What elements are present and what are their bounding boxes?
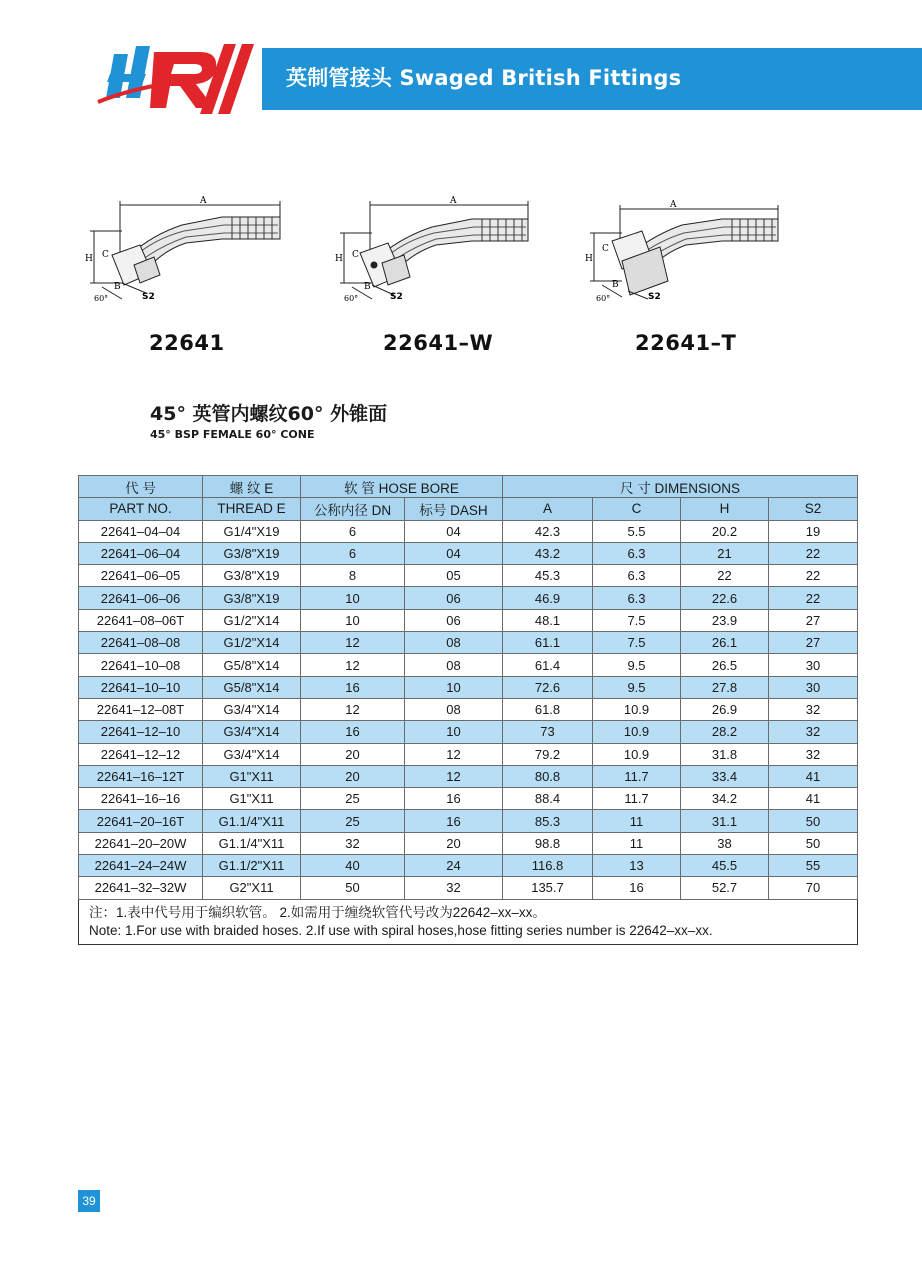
table-cell: 20 (301, 743, 405, 765)
table-cell: 22 (681, 565, 769, 587)
table-cell: 22641–12–12 (79, 743, 203, 765)
dim-h-label: H (585, 254, 593, 264)
table-cell: 22641–10–10 (79, 676, 203, 698)
table-cell: G5/8"X14 (203, 654, 301, 676)
table-cell: 9.5 (593, 676, 681, 698)
table-cell: G2"X11 (203, 877, 301, 899)
table-cell: 06 (405, 587, 503, 609)
header-s2: S2 (769, 498, 858, 520)
table-cell: 04 (405, 542, 503, 564)
table-row (79, 832, 858, 854)
fitting-diagram-22641 (82, 195, 282, 305)
table-cell: 22641–04–04 (79, 520, 203, 542)
table-cell: 16 (405, 810, 503, 832)
table-cell: 70 (769, 877, 858, 899)
table-row (79, 698, 858, 720)
table-notes (79, 899, 858, 944)
table-cell: 50 (769, 832, 858, 854)
table-row (79, 788, 858, 810)
table-cell: 21 (681, 542, 769, 564)
dim-angle-label: 60° (344, 294, 359, 303)
table-cell: 22641–16–16 (79, 788, 203, 810)
table-cell: 135.7 (503, 877, 593, 899)
table-cell: 34.2 (681, 788, 769, 810)
table-cell: 22 (769, 542, 858, 564)
table-cell: 32 (769, 721, 858, 743)
table-cell: 10.9 (593, 698, 681, 720)
table-cell: 41 (769, 765, 858, 787)
dim-c-label: C (102, 250, 109, 260)
table-row (79, 654, 858, 676)
header-code-cn: 代 号 (79, 476, 203, 498)
dim-c-label: C (602, 244, 609, 254)
specification-table (78, 475, 858, 945)
table-cell: 08 (405, 698, 503, 720)
table-cell: 31.8 (681, 743, 769, 765)
dim-b-label: B (364, 282, 371, 292)
table-cell: 6.3 (593, 542, 681, 564)
table-cell: 50 (769, 810, 858, 832)
table-cell: 32 (301, 832, 405, 854)
table-cell: 80.8 (503, 765, 593, 787)
table-cell: 6.3 (593, 565, 681, 587)
table-cell: 16 (405, 788, 503, 810)
table-row (79, 810, 858, 832)
table-cell: G3/4"X14 (203, 721, 301, 743)
table-cell: 79.2 (503, 743, 593, 765)
table-cell: 20.2 (681, 520, 769, 542)
section-title-cn: 45° 英管内螺纹60° 外锥面 (150, 403, 388, 425)
header-thread-cn: 螺 纹 E (203, 476, 301, 498)
table-cell: 10 (301, 609, 405, 631)
table-header-row-2 (79, 498, 858, 520)
table-cell: 16 (301, 676, 405, 698)
table-cell: 11 (593, 810, 681, 832)
table-cell: G3/4"X14 (203, 743, 301, 765)
table-cell: 11.7 (593, 765, 681, 787)
table-cell: G1/2"X14 (203, 609, 301, 631)
header-dash: 标号 DASH (405, 498, 503, 520)
table-header-row-1 (79, 476, 858, 498)
dim-angle-label: 60° (94, 294, 109, 303)
table-cell: 11 (593, 832, 681, 854)
company-logo (92, 40, 268, 120)
table-cell: 10 (405, 721, 503, 743)
figure-label-22641-t: 22641–T (635, 331, 737, 355)
table-cell: 22641–08–08 (79, 632, 203, 654)
table-cell: 26.1 (681, 632, 769, 654)
table-cell: 22641–10–08 (79, 654, 203, 676)
table-cell: 22641–06–05 (79, 565, 203, 587)
dim-a-label: A (200, 196, 207, 206)
fitting-diagram-22641-t (582, 195, 782, 305)
figure-label-22641-w: 22641–W (383, 331, 494, 355)
table-cell: 16 (593, 877, 681, 899)
table-cell: 22.6 (681, 587, 769, 609)
page-number: 39 (78, 1190, 100, 1212)
table-cell: 6 (301, 542, 405, 564)
dim-s2-label: S2 (142, 292, 155, 302)
table-cell: 22641–08–06T (79, 609, 203, 631)
header-hose-bore: 软 管 HOSE BORE (301, 476, 503, 498)
table-cell: 28.2 (681, 721, 769, 743)
table-cell: 23.9 (681, 609, 769, 631)
dim-a-label: A (670, 200, 677, 210)
table-cell: 22641–12–08T (79, 698, 203, 720)
table-row (79, 520, 858, 542)
table-cell: 9.5 (593, 654, 681, 676)
table-cell: 10.9 (593, 721, 681, 743)
header-part-no: PART NO. (79, 498, 203, 520)
table-cell: 27 (769, 632, 858, 654)
table-cell: 22641–32–32W (79, 877, 203, 899)
table-row (79, 877, 858, 899)
table-cell: 32 (769, 743, 858, 765)
table-cell: 85.3 (503, 810, 593, 832)
table-cell: 20 (405, 832, 503, 854)
dim-b-label: B (114, 282, 121, 292)
table-cell: G3/8"X19 (203, 565, 301, 587)
dim-c-label: C (352, 250, 359, 260)
table-cell: 12 (301, 654, 405, 676)
table-cell: 19 (769, 520, 858, 542)
table-cell: G3/4"X14 (203, 698, 301, 720)
table-cell: 16 (301, 721, 405, 743)
header-dimensions: 尺 寸 DIMENSIONS (503, 476, 858, 498)
table-cell: 45.5 (681, 855, 769, 877)
table-cell: 22641–24–24W (79, 855, 203, 877)
table-cell: 12 (405, 743, 503, 765)
table-note-row (79, 899, 858, 944)
table-cell: 32 (769, 698, 858, 720)
table-cell: 24 (405, 855, 503, 877)
dim-a-label: A (450, 196, 457, 206)
table-cell: G1"X11 (203, 765, 301, 787)
figure-label-22641: 22641 (149, 331, 225, 355)
table-cell: 22 (769, 565, 858, 587)
page-title: 英制管接头 Swaged British Fittings (286, 66, 682, 90)
table-cell: 5.5 (593, 520, 681, 542)
header-dn: 公称内径 DN (301, 498, 405, 520)
table-cell: 30 (769, 676, 858, 698)
table-cell: 27.8 (681, 676, 769, 698)
table-row (79, 855, 858, 877)
table-cell: 7.5 (593, 632, 681, 654)
table-cell: 72.6 (503, 676, 593, 698)
table-cell: 98.8 (503, 832, 593, 854)
table-cell: 10 (405, 676, 503, 698)
table-cell: 61.8 (503, 698, 593, 720)
table-cell: 08 (405, 632, 503, 654)
section-title-en: 45° BSP FEMALE 60° CONE (150, 428, 315, 441)
table-cell: 12 (301, 632, 405, 654)
table-cell: 45.3 (503, 565, 593, 587)
table-cell: 8 (301, 565, 405, 587)
table-cell: 88.4 (503, 788, 593, 810)
table-cell: 22641–06–04 (79, 542, 203, 564)
table-cell: 61.1 (503, 632, 593, 654)
table-cell: 25 (301, 810, 405, 832)
header-thread: THREAD E (203, 498, 301, 520)
table-cell: 22641–06–06 (79, 587, 203, 609)
table-cell: G3/8"X19 (203, 587, 301, 609)
table-cell: 05 (405, 565, 503, 587)
table-row (79, 565, 858, 587)
header-a: A (503, 498, 593, 520)
table-row (79, 676, 858, 698)
table-cell: 31.1 (681, 810, 769, 832)
table-cell: G3/8"X19 (203, 542, 301, 564)
table-row (79, 542, 858, 564)
table-cell: 22 (769, 587, 858, 609)
note-cn: 注：1.表中代号用于编织软管。 2.如需用于缠绕软管代号改为22642–xx–xx。 (89, 904, 546, 920)
table-cell: 22641–12–10 (79, 721, 203, 743)
table-cell: 42.3 (503, 520, 593, 542)
table-cell: 27 (769, 609, 858, 631)
table-cell: G1/4"X19 (203, 520, 301, 542)
table-cell: 41 (769, 788, 858, 810)
table-row (79, 609, 858, 631)
table-cell: G1"X11 (203, 788, 301, 810)
table-cell: 20 (301, 765, 405, 787)
table-cell: 11.7 (593, 788, 681, 810)
table-cell: G1/2"X14 (203, 632, 301, 654)
table-cell: 38 (681, 832, 769, 854)
table-cell: 30 (769, 654, 858, 676)
table-cell: G1.1/4"X11 (203, 810, 301, 832)
dim-h-label: H (85, 254, 93, 264)
table-cell: 50 (301, 877, 405, 899)
fitting-diagram-22641-w (332, 195, 532, 305)
table-cell: G5/8"X14 (203, 676, 301, 698)
table-cell: 25 (301, 788, 405, 810)
table-cell: 7.5 (593, 609, 681, 631)
table-cell: 61.4 (503, 654, 593, 676)
table-cell: 6.3 (593, 587, 681, 609)
table-cell: 26.5 (681, 654, 769, 676)
header-c: C (593, 498, 681, 520)
table-cell: 22641–20–20W (79, 832, 203, 854)
table-cell: 04 (405, 520, 503, 542)
table-cell: 6 (301, 520, 405, 542)
table-cell: 46.9 (503, 587, 593, 609)
table-row (79, 632, 858, 654)
table-row (79, 721, 858, 743)
table-cell: 116.8 (503, 855, 593, 877)
table-cell: 12 (405, 765, 503, 787)
table-row (79, 587, 858, 609)
table-cell: 48.1 (503, 609, 593, 631)
table-cell: 73 (503, 721, 593, 743)
table-row (79, 743, 858, 765)
dim-s2-label: S2 (390, 292, 403, 302)
table-cell: 10.9 (593, 743, 681, 765)
table-cell: 12 (301, 698, 405, 720)
dim-s2-label: S2 (648, 292, 661, 302)
table-cell: 52.7 (681, 877, 769, 899)
note-en: Note: 1.For use with braided hoses. 2.If use with spiral hoses,hose fitting series number is 22642–xx–xx. (89, 922, 713, 938)
table-cell: 40 (301, 855, 405, 877)
table-cell: 26.9 (681, 698, 769, 720)
dim-b-label: B (612, 280, 619, 290)
table-cell: 13 (593, 855, 681, 877)
table-cell: 08 (405, 654, 503, 676)
table-cell: 33.4 (681, 765, 769, 787)
table-row (79, 765, 858, 787)
table-cell: 55 (769, 855, 858, 877)
dim-h-label: H (335, 254, 343, 264)
table-cell: 06 (405, 609, 503, 631)
table-cell: G1.1/2"X11 (203, 855, 301, 877)
header-h: H (681, 498, 769, 520)
table-cell: 22641–20–16T (79, 810, 203, 832)
table-cell: 22641–16–12T (79, 765, 203, 787)
table-cell: 10 (301, 587, 405, 609)
table-cell: 32 (405, 877, 503, 899)
table-cell: 43.2 (503, 542, 593, 564)
table-cell: G1.1/4"X11 (203, 832, 301, 854)
dim-angle-label: 60° (596, 294, 611, 303)
